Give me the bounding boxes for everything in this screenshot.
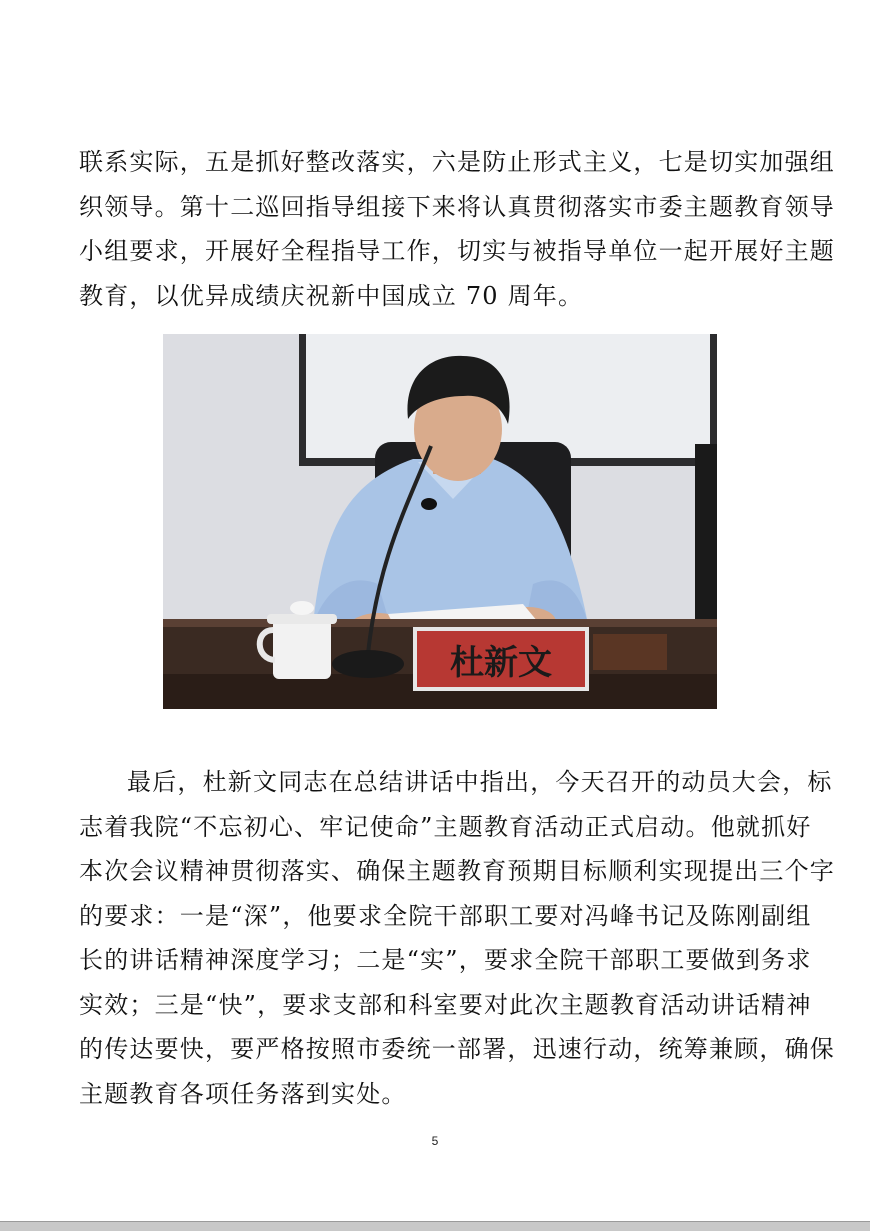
paragraph-line: 联系实际，五是抓好整改落实，六是防止形式主义，七是切实加强组 [79, 148, 835, 176]
paragraph-line: 小组要求，开展好全程指导工作，切实与被指导单位一起开展好主题 [79, 237, 835, 265]
paragraph-line: 长的讲话精神深度学习；二是“实”，要求全院干部职工要做到务求 [79, 946, 812, 974]
paragraph-line: 本次会议精神贯彻落实、确保主题教育预期目标顺利实现提出三个字 [79, 857, 835, 885]
paragraph-line: 最后，杜新文同志在总结讲话中指出，今天召开的动员大会，标 [127, 768, 833, 796]
paragraph-line: 织领导。第十二巡回指导组接下来将认真贯彻落实市委主题教育领导 [79, 192, 835, 221]
paragraph-line: 的要求：一是“深”，他要求全院干部职工要对冯峰书记及陈刚副组 [79, 901, 812, 930]
paragraph-line: 主题教育各项任务落到实处。 [79, 1079, 407, 1108]
paragraph-line: 的传达要快，要严格按照市委统一部署，迅速行动，统筹兼顾，确保 [79, 1035, 835, 1063]
paragraph-1 [79, 140, 835, 318]
paragraph-line: 实效；三是“快”，要求支部和科室要对此次主题教育活动讲话精神 [79, 990, 812, 1019]
nameplate-text: 杜新文 [450, 643, 552, 683]
page-number: 5 [431, 1134, 439, 1148]
paragraph-2 [79, 760, 835, 1116]
paragraph-line: 志着我院“不忘初心、牢记使命”主题教育活动正式启动。他就抓好 [79, 812, 812, 841]
paragraph-line: 教育，以优异成绩庆祝新中国成立 70 周年。 [79, 281, 584, 310]
meeting-photo [163, 334, 717, 709]
